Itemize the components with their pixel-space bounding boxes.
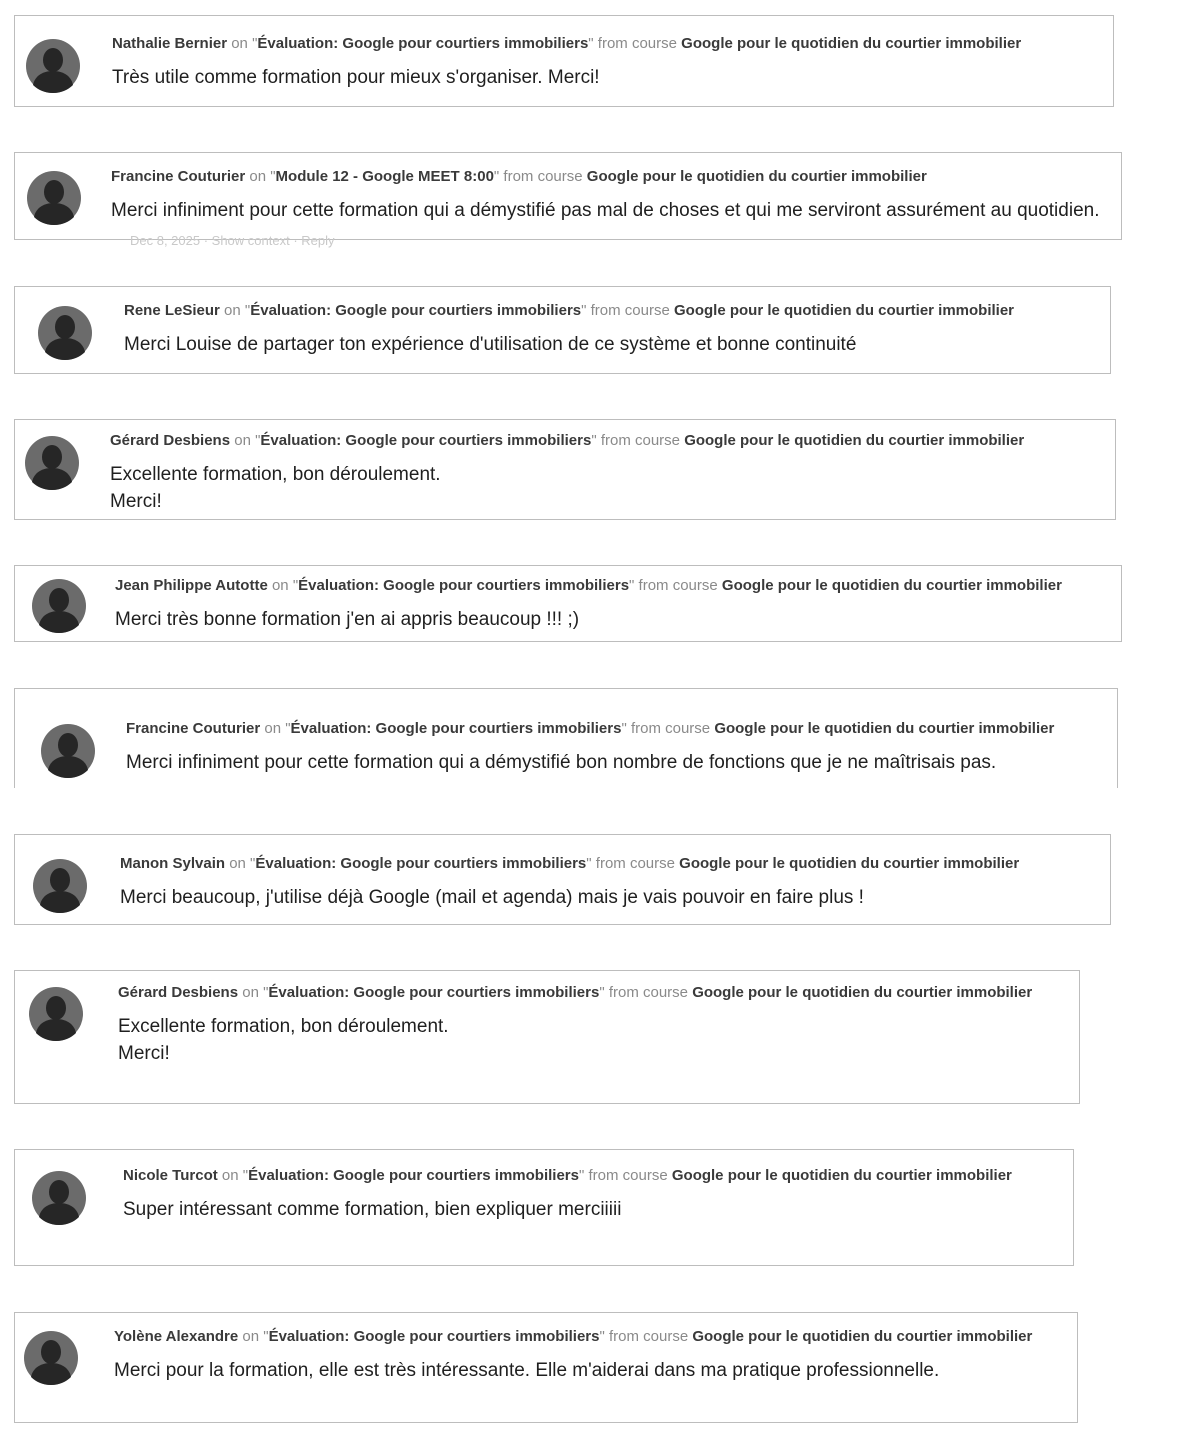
comment-author-link[interactable]: Gérard Desbiens (110, 432, 231, 449)
comment-author-link[interactable]: Nathalie Bernier (112, 35, 228, 52)
comment-text: Super intéressant comme formation, bien expliquer merciiiii (123, 1199, 622, 1220)
comment-content (114, 1324, 1134, 1384)
comment-text: Excellente formation, bon déroulement. Merci! (110, 464, 441, 512)
from-course-label: from course (608, 984, 689, 1001)
user-avatar-icon (26, 39, 80, 93)
avatar[interactable] (38, 306, 92, 360)
user-avatar-icon (32, 1171, 86, 1225)
comment-content (126, 716, 1176, 776)
comment-content (112, 31, 1162, 91)
avatar[interactable] (26, 39, 80, 93)
comment-author-link[interactable]: Francine Couturier (126, 720, 261, 737)
avatar[interactable] (33, 859, 87, 913)
user-avatar-icon (27, 171, 81, 225)
comment-card (14, 970, 1080, 1104)
on-label: on (224, 302, 241, 319)
comment-meta: Nicole Turcot on "Évaluation: Google pour courtiers immobiliers" from course Google pour le quotidien du courtier immobilier (123, 1167, 1012, 1184)
lesson-link[interactable]: Évaluation: Google pour courtiers immobiliers (248, 1167, 579, 1184)
comment-content (124, 298, 1164, 358)
from-course-label: from course (503, 168, 583, 185)
on-label: on (249, 168, 267, 185)
comment-content (123, 1163, 1133, 1223)
lesson-link[interactable]: Évaluation: Google pour courtiers immobiliers (290, 720, 622, 737)
course-link[interactable]: Google pour le quotidien du courtier immobilier (586, 168, 927, 185)
comment-text: Merci très bonne formation j'en ai appris beaucoup !!! ;) (115, 609, 580, 630)
comment-card (14, 565, 1122, 642)
on-label: on (264, 720, 282, 737)
on-label: on (242, 984, 259, 1001)
lesson-link[interactable]: Évaluation: Google pour courtiers immobiliers (298, 577, 630, 594)
course-link[interactable]: Google pour le quotidien du courtier immobilier (692, 984, 1033, 1001)
comment-card (14, 286, 1111, 374)
comment-author-link[interactable]: Manon Sylvain (120, 855, 226, 872)
from-course-label: from course (597, 35, 677, 52)
comment-author-link[interactable]: Nicole Turcot (123, 1167, 218, 1184)
avatar[interactable] (29, 987, 83, 1041)
course-link[interactable]: Google pour le quotidien du courtier immobilier (674, 302, 1015, 319)
comment-meta: Manon Sylvain on "Évaluation: Google pour courtiers immobiliers" from course Google pour le quotidien du courtier immobilier (120, 855, 1020, 872)
lesson-link[interactable]: Évaluation: Google pour courtiers immobiliers (257, 35, 589, 52)
avatar[interactable] (25, 436, 79, 490)
comment-author-link[interactable]: Gérard Desbiens (118, 984, 239, 1001)
comment-text: Merci pour la formation, elle est très intéressante. Elle m'aiderai dans ma pratique professionnelle. (114, 1360, 940, 1381)
on-label: on (221, 1167, 239, 1184)
on-label: on (234, 432, 251, 449)
comment-text: Merci Louise de partager ton expérience d'utilisation de ce système et bonne continuité (124, 334, 857, 355)
course-link[interactable]: Google pour le quotidien du courtier immobilier (681, 35, 1022, 52)
comment-meta: Gérard Desbiens on "Évaluation: Google pour courtiers immobiliers" from course Google pour le quotidien du courtier immobilier (118, 984, 1033, 1001)
from-course-label: from course (630, 720, 711, 737)
on-label: on (271, 577, 289, 594)
course-link[interactable]: Google pour le quotidien du courtier immobilier (692, 1328, 1033, 1345)
from-course-label: from course (638, 577, 718, 594)
comment-author-link[interactable]: Francine Couturier (111, 168, 246, 185)
lesson-link[interactable]: Module 12 - Google MEET 8:00 (275, 168, 494, 185)
avatar[interactable] (32, 579, 86, 633)
user-avatar-icon (24, 1331, 78, 1385)
lesson-link[interactable]: Évaluation: Google pour courtiers immobiliers (250, 302, 582, 319)
user-avatar-icon (41, 724, 95, 778)
user-avatar-icon (25, 436, 79, 490)
comment-card (14, 1312, 1078, 1423)
comment-content (120, 851, 1160, 911)
comment-card (14, 419, 1116, 520)
on-label: on (229, 855, 246, 872)
comment-text: Merci beaucoup, j'utilise déjà Google (mail et agenda) mais je vais pouvoir en faire plus ! (120, 887, 864, 908)
user-avatar-icon (38, 306, 92, 360)
user-avatar-icon (29, 987, 83, 1041)
comment-meta: Nathalie Bernier on "Évaluation: Google pour courtiers immobiliers" from course Google pour le quotidien du courtier immobilier (112, 35, 1022, 52)
comment-author-link[interactable]: Rene LeSieur (124, 302, 220, 319)
comment-content (118, 980, 1158, 1067)
comment-meta: Yolène Alexandre on "Évaluation: Google pour courtiers immobiliers" from course Google pour le quotidien du courtier immobilier (114, 1328, 1033, 1345)
course-link[interactable]: Google pour le quotidien du courtier immobilier (684, 432, 1025, 449)
comment-text: Merci infiniment pour cette formation qui a démystifié bon nombre de fonctions que je ne maîtrisais pas. (126, 752, 997, 773)
from-course-label: from course (588, 1167, 668, 1184)
comment-content (111, 164, 1181, 224)
comment-card (14, 1149, 1074, 1266)
comment-meta: Francine Couturier on "Module 12 - Google MEET 8:00" from course Google pour le quotidien du courtier immobilier (111, 168, 927, 185)
comment-content (110, 428, 1160, 515)
comment-text: Merci infiniment pour cette formation qui a démystifié pas mal de choses et qui me serviront assurément au quotidien. (111, 200, 1100, 221)
comment-content (115, 573, 1175, 633)
comment-meta: Gérard Desbiens on "Évaluation: Google pour courtiers immobiliers" from course Google pour le quotidien du courtier immobilier (110, 432, 1025, 449)
lesson-link[interactable]: Évaluation: Google pour courtiers immobiliers (268, 984, 600, 1001)
comment-author-link[interactable]: Jean Philippe Autotte (115, 577, 268, 594)
comment-card (14, 15, 1114, 107)
lesson-link[interactable]: Évaluation: Google pour courtiers immobiliers (255, 855, 587, 872)
comment-text: Excellente formation, bon déroulement. Merci! (118, 1016, 449, 1064)
comment-meta: Rene LeSieur on "Évaluation: Google pour courtiers immobiliers" from course Google pour le quotidien du courtier immobilier (124, 302, 1015, 319)
comment-meta: Francine Couturier on "Évaluation: Google pour courtiers immobiliers" from course Google pour le quotidien du courtier immobilier (126, 720, 1055, 737)
user-avatar-icon (33, 859, 87, 913)
on-label: on (231, 35, 248, 52)
comment-meta: Jean Philippe Autotte on "Évaluation: Google pour courtiers immobiliers" from course Google pour le quotidien du courtier immobilier (115, 577, 1062, 594)
comment-text: Très utile comme formation pour mieux s'organiser. Merci! (112, 67, 600, 88)
course-link[interactable]: Google pour le quotidien du courtier immobilier (679, 855, 1020, 872)
clipped-comment-footer: Dec 8, 2025 · Show context · Reply (130, 233, 335, 248)
on-label: on (242, 1328, 260, 1345)
avatar[interactable] (41, 724, 95, 778)
from-course-label: from course (595, 855, 675, 872)
lesson-link[interactable]: Évaluation: Google pour courtiers immobiliers (260, 432, 592, 449)
avatar[interactable] (32, 1171, 86, 1225)
comment-author-link[interactable]: Yolène Alexandre (114, 1328, 239, 1345)
comment-card (14, 834, 1111, 925)
from-course-label: from course (600, 432, 681, 449)
comment-card (14, 688, 1118, 788)
lesson-link[interactable]: Évaluation: Google pour courtiers immobiliers (268, 1328, 600, 1345)
avatar[interactable] (27, 171, 81, 225)
course-link[interactable]: Google pour le quotidien du courtier immobilier (714, 720, 1055, 737)
from-course-label: from course (608, 1328, 689, 1345)
course-link[interactable]: Google pour le quotidien du courtier immobilier (721, 577, 1062, 594)
user-avatar-icon (32, 579, 86, 633)
avatar[interactable] (24, 1331, 78, 1385)
from-course-label: from course (590, 302, 670, 319)
course-link[interactable]: Google pour le quotidien du courtier immobilier (671, 1167, 1012, 1184)
